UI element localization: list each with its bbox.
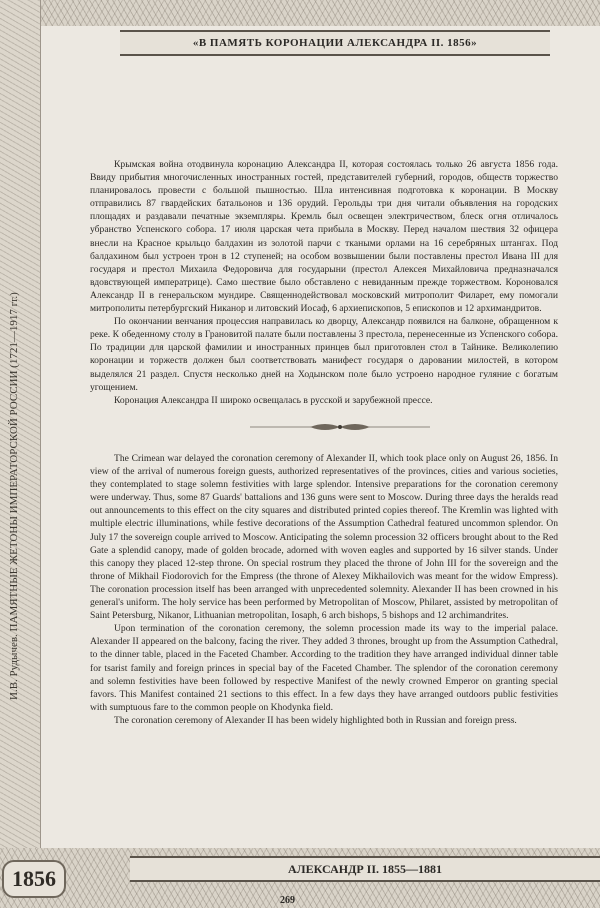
footer-band — [130, 856, 600, 882]
en-paragraph: The Crimean war delayed the coronation ceremony of Alexander II, which took place only on August 26, 1856. In view of the arrival of numerous foreign guests, authorized representatives of the provinces, cities and various societies, they contemplated to stage solemn festivities with large splendor. Intensive preparations for the coronation ceremony were underway. Thus, some 87 Guards' battalions and 136 guns were sent to Moscow. During three days the heralds read out announcements to this effect on the city squares and distributed printed copies thereof. The Kremlin was lighted with multiple electric illuminations, while festive decorations of the Assumption Cathedral featured uncommon splendor. On July 17 the sovereign couple arrived to Moscow. Anticipating the solemn procession 32 officers brought about to the Red Gate a splendid canopy, made of golden brocade, adorned with woven eagles and supported by 16 silver stands. Under this canopy they placed 12-step throne. On special rostrum they placed the throne of John III for the sovereign and the throne of Mikhail Fiodorovich for the Empress (the throne of Alexey Mikhailovich was meant for the widow Empress). The coronation procession itself has been arranged with unprecedented solemnity. Alexander II has been crowned in his general's uniform. The holy service has been performed by Metropolitan of Moscow, Philaret, assisted by metropolitan of Saint Petersburg, Nikanor, Lithuanian metropolitan, Iosaph, 6 arch bishops, 5 bishops and 12 archimandrites. — [90, 453, 558, 622]
page-number: 269 — [280, 895, 295, 906]
running-title: И.В. Рудычев. ПАМЯТНЫЕ ЖЕТОНЫ ИМПЕРАТОРСКОЙ РОССИИ (1721—1917 гг.) — [8, 292, 20, 700]
side-ornament-band — [0, 0, 41, 908]
year-badge: 1856 — [2, 860, 66, 898]
en-paragraph: Upon termination of the coronation ceremony, the solemn procession made its way to the imperial palace. Alexander II appeared on the balcony, facing the river. They added 3 thrones, brought up from the Assumption Cathedral, to the dinner table, placed in the Faceted Chamber. According to the tradition they have arranged individual dinner table for tsarist family and foreign princes in special bay of the Faceted Chamber. The splendor of the coronation ceremony and solemn festivities have been followed by respective Manifest of the newly crowned Emperor on granting special favors. This Manifest contained 21 sections to this effect. In a few days they have arranged outdoors public festivities with sumptuous fare to the common people on Khodynka field. — [90, 623, 558, 713]
footer-title: АЛЕКСАНДР II. 1855—1881 — [287, 861, 442, 876]
en-paragraph: The coronation ceremony of Alexander II has been widely highlighted both in Russian and foreign press. — [114, 714, 517, 726]
russian-text-block — [90, 158, 558, 407]
page-title: «В ПАМЯТЬ КОРОНАЦИИ АЛЕКСАНДРА II. 1856» — [192, 37, 478, 49]
header-band — [120, 30, 550, 56]
top-ornament-band — [0, 0, 600, 26]
ru-paragraph: По окончании венчания процессия направилась ко дворцу, Александр появился на балконе, обращенном к реке. К обеденному столу в Грановитой палате были поставлены 3 престола, перенесенные из Успенского собора. По традиции для царской фамилии и иностранных принцев был приготовлен стол в Тайнике. Великолепию коронации и торжеств должен был соответствовать манифест государя о даровании милостей, в котором выделялся 21 раздел. Спустя несколько дней на Ходынском поле было устроено народное гуляние с богатым угощением. — [90, 316, 558, 393]
ru-paragraph: Крымская война отодвинула коронацию Александра II, которая состоялась только 26 августа 1856 года. Ввиду прибытия многочисленных иностранных гостей, представителей губерний, городов, обществ торжество планировалось провести с большой пышностью. Шла интенсивная подготовка к коронации. В Москву отправились 87 гвардейских батальонов и 136 орудий. Герольды три дня читали объявления на городских площадях и раздавали печатные экземпляры. Кремль был освещен электричеством, блеск огня отличалось убранство Успенского собора. 17 июля царская чета прибыла в Москву. Перед началом шествия 32 офицера внесли на Красное крыльцо балдахин из золотой парчи с ткаными орлами на 16 серебряных штангах. Под балдахином был устроен трон в 12 ступеней; на особом возвышении были поставлены престол Ивана III для государя и престол Михаила Федоровича для государыни (престол Алексея Михайловича предназначался вдовствующей императрице). Само шествие было обставлено с невиданным прежде торжеством. Короновался Александр II в генеральском мундире. Священнодействовал московский митрополит Филарет, ему помогали митрополиты петербургский Никанор и литовский Иосаф, 6 архиепископов, 5 епископов и 12 архимандритов. — [90, 159, 558, 315]
ru-paragraph: Коронация Александра II широко освещалась в русской и зарубежной прессе. — [114, 394, 433, 406]
english-text-block — [90, 452, 558, 727]
ornamental-divider — [250, 420, 430, 434]
